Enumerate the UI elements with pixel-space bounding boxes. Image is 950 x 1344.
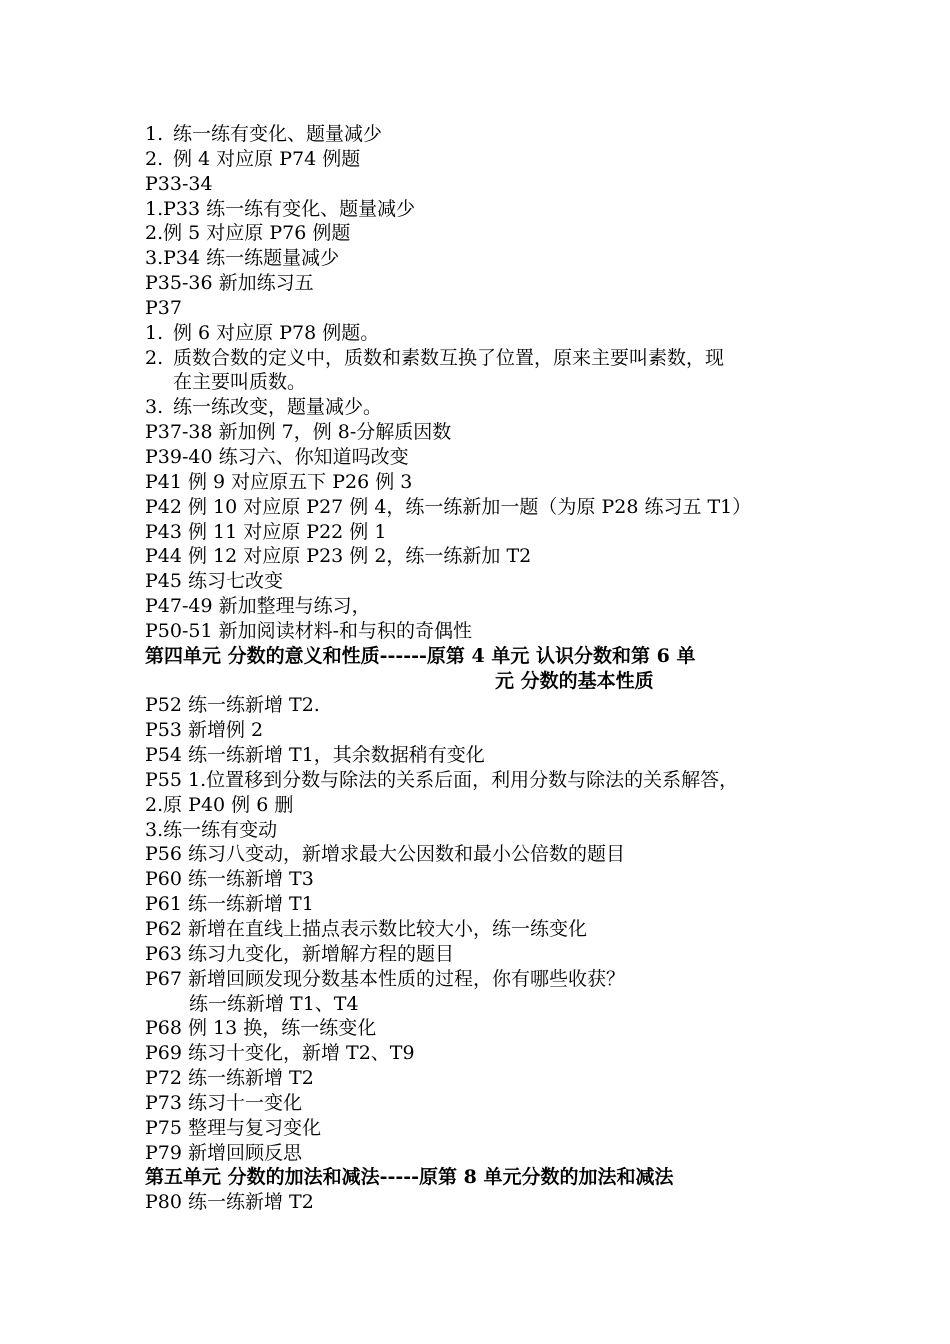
text-line: P54 练一练新增 T1，其余数据稍有变化: [145, 744, 485, 767]
text-line: P56 练习八变动，新增求最大公因数和最小公倍数的题目: [145, 843, 626, 866]
text-line: P62 新增在直线上描点表示数比较大小，练一练变化: [145, 918, 588, 940]
text-line: P60 练一练新增 T3: [145, 868, 314, 891]
text-line-indented: 练一练新增 T1、T4: [189, 992, 359, 1015]
text-line: P52 练一练新增 T2.: [145, 694, 320, 717]
numbered-line: [145, 147, 845, 172]
text-line: P69 练习十变化，新增 T2、T9: [145, 1042, 415, 1065]
text-line: P43 例 11 对应原 P22 例 1: [145, 520, 387, 543]
text-line-continuation: 在主要叫质数。: [173, 371, 307, 394]
text-line: 3.P34 练一练题量减少: [145, 247, 340, 270]
line-text: 质数合数的定义中，质数和素数互换了位置，原来主要叫素数，现: [173, 346, 725, 369]
document-body: [145, 122, 845, 1215]
text-line: P39-40 练习六、你知道吗改变: [145, 445, 409, 468]
text-line: P75 整理与复习变化: [145, 1116, 322, 1139]
line-number: 1.: [145, 123, 164, 145]
line-text: 例 4 对应原 P74 例题: [173, 147, 361, 170]
text-line: P61 练一练新增 T1: [145, 893, 314, 916]
text-line: P41 例 9 对应原五下 P26 例 3: [145, 470, 413, 493]
numbered-line: [145, 122, 845, 147]
text-line: P44 例 12 对应原 P23 例 2，练一练新加 T2: [145, 545, 532, 568]
text-line: P37-38 新加例 7，例 8-分解质因数: [145, 421, 452, 444]
text-line: P73 练习十一变化: [145, 1091, 303, 1114]
text-line: P55 1.位置移到分数与除法的关系后面，利用分数与除法的关系解答，: [145, 768, 739, 791]
numbered-line: [145, 346, 845, 371]
text-line: 1.P33 练一练有变化、题量减少: [145, 197, 416, 220]
line-number: 2.: [145, 147, 164, 170]
text-line: P35-36 新加练习五: [145, 272, 314, 295]
text-line: 2.原 P40 例 6 删: [145, 793, 294, 816]
text-line: P37: [145, 296, 182, 319]
text-line: P80 练一练新增 T2: [145, 1191, 314, 1214]
line-number: 2.: [145, 346, 164, 369]
text-line: P63 练习九变化，新增解方程的题目: [145, 942, 455, 965]
text-line: P72 练一练新增 T2: [145, 1067, 314, 1090]
text-line: P67 新增回顾发现分数基本性质的过程，你有哪些收获？: [145, 967, 626, 990]
text-line: P33-34: [145, 172, 213, 195]
text-line: P42 例 10 对应原 P27 例 4，练一练新加一题（为原 P28 练习五 T1）: [145, 495, 752, 518]
numbered-line: [145, 395, 845, 420]
section-heading: 第四单元 分数的意义和性质------原第 4 单元 认识分数和第 6 单: [145, 644, 696, 667]
text-line: 3.练一练有变动: [145, 818, 278, 841]
section-heading-continuation: 元 分数的基本性质: [495, 669, 654, 692]
numbered-line: [145, 321, 845, 346]
text-line: P47-49 新加整理与练习，: [145, 595, 371, 618]
text-line: P50-51 新加阅读材料-和与积的奇偶性: [145, 619, 473, 642]
line-number: 1.: [145, 321, 164, 344]
text-line: P45 练习七改变: [145, 570, 284, 593]
text-line: P53 新增例 2: [145, 719, 264, 742]
line-text: 练一练改变，题量减少。: [173, 396, 383, 419]
line-number: 3.: [145, 396, 164, 419]
line-text: 练一练有变化、题量减少: [173, 123, 383, 145]
text-line: 2.例 5 对应原 P76 例题: [145, 222, 351, 245]
text-line: P68 例 13 换，练一练变化: [145, 1017, 377, 1040]
section-heading: 第五单元 分数的加法和减法-----原第 8 单元分数的加法和减法: [145, 1166, 674, 1189]
text-line: P79 新增回顾反思: [145, 1141, 303, 1164]
line-text: 例 6 对应原 P78 例题。: [173, 321, 380, 344]
